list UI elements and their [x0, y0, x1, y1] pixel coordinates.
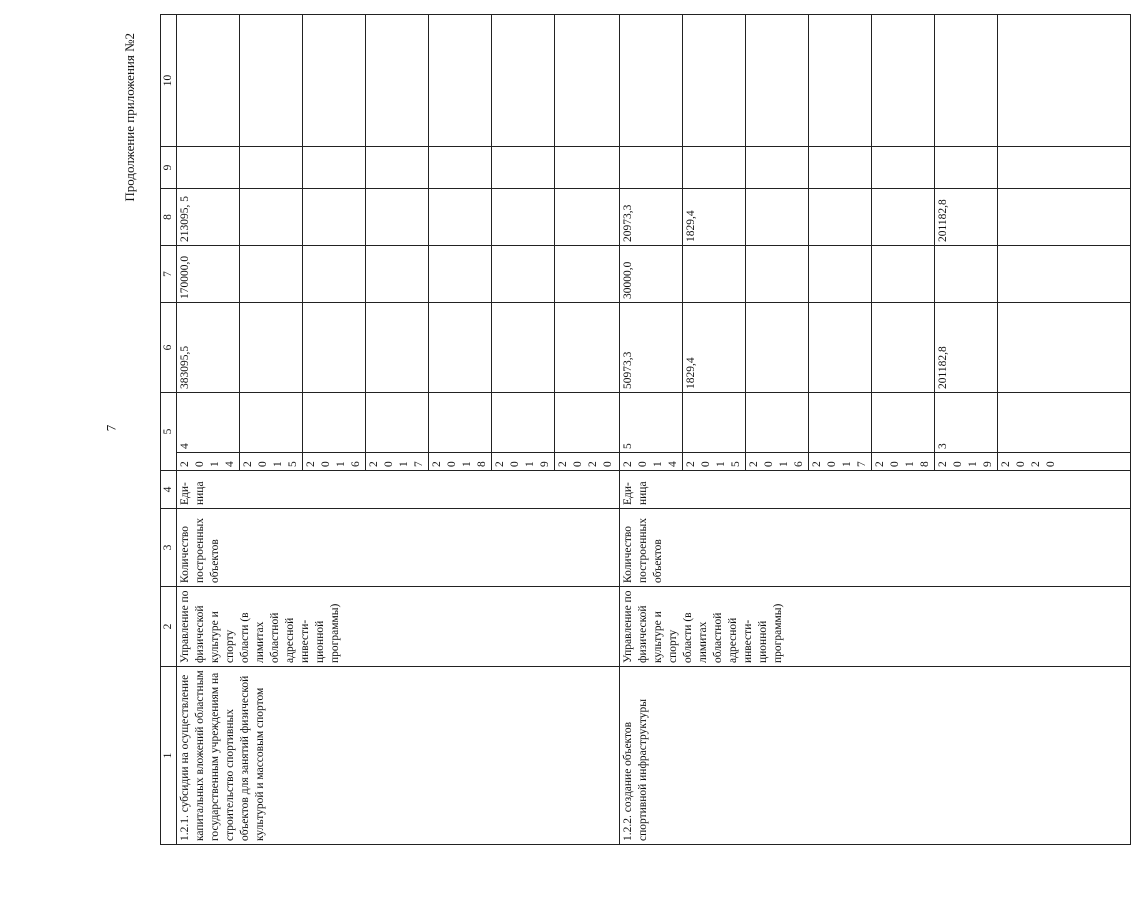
- value-cell-5: [746, 393, 809, 453]
- year-cell: 2015: [240, 453, 303, 471]
- value-cell-6: [809, 303, 872, 393]
- value-cell-7: [809, 246, 872, 303]
- value-cell-6: 50973,3: [620, 303, 683, 393]
- value-cell-9: [492, 147, 555, 189]
- value-cell-5: [998, 393, 1131, 453]
- value-cell-10: [872, 15, 935, 147]
- column-number: 3: [161, 509, 177, 587]
- value-cell-5: 5: [620, 393, 683, 453]
- value-cell-10: [429, 15, 492, 147]
- value-cell-7: [492, 246, 555, 303]
- value-cell-10: [303, 15, 366, 147]
- column-number-row: [161, 15, 177, 845]
- value-cell-8: [492, 189, 555, 246]
- year-cell: 2018: [429, 453, 492, 471]
- value-cell-7: [683, 246, 746, 303]
- value-cell-8: [303, 189, 366, 246]
- activity-name: 1.2.1. субсидии на осуществление капитальных вложений областным государственным учреждениям на строительство спортивных объектов для занятий физической культурой и массовым спортом: [177, 667, 620, 845]
- value-cell-10: [240, 15, 303, 147]
- year-cell: 2016: [746, 453, 809, 471]
- value-cell-6: [303, 303, 366, 393]
- value-cell-9: [746, 147, 809, 189]
- value-cell-10: [620, 15, 683, 147]
- value-cell-10: [998, 15, 1131, 147]
- value-cell-6: [429, 303, 492, 393]
- indicator-cell: Количество построенных объектов: [620, 509, 1131, 587]
- value-cell-10: [555, 15, 620, 147]
- activity-name: 1.2.2. создание объектов спортивной инфраструктуры: [620, 667, 1131, 845]
- year-cell: 2018: [872, 453, 935, 471]
- value-cell-6: [555, 303, 620, 393]
- page-number: 7: [103, 424, 118, 432]
- value-cell-10: [492, 15, 555, 147]
- value-cell-7: [303, 246, 366, 303]
- rotated-sheet: [122, 15, 1057, 845]
- value-cell-9: [555, 147, 620, 189]
- executor-cell: Управление по физической культуре и спорту области (в лимитах областной адресной инвести- ционной программы): [620, 587, 1131, 667]
- value-cell-10: [746, 15, 809, 147]
- indicator-cell: Количество построенных объектов: [177, 509, 620, 587]
- value-cell-10: [366, 15, 429, 147]
- value-cell-8: [240, 189, 303, 246]
- value-cell-8: [872, 189, 935, 246]
- value-cell-8: [366, 189, 429, 246]
- value-cell-9: [366, 147, 429, 189]
- column-number: 9: [161, 147, 177, 189]
- value-cell-6: [492, 303, 555, 393]
- value-cell-6: [872, 303, 935, 393]
- year-cell: 2019: [492, 453, 555, 471]
- value-cell-5: [429, 393, 492, 453]
- value-cell-5: [240, 393, 303, 453]
- value-cell-5: [366, 393, 429, 453]
- column-number: 5: [161, 393, 177, 471]
- value-cell-8: 1829,4: [683, 189, 746, 246]
- value-cell-7: [998, 246, 1131, 303]
- value-cell-8: [429, 189, 492, 246]
- value-cell-7: [429, 246, 492, 303]
- value-cell-6: [366, 303, 429, 393]
- year-cell: 2020: [555, 453, 620, 471]
- value-cell-9: [683, 147, 746, 189]
- value-cell-9: [935, 147, 998, 189]
- year-cell: 2019: [935, 453, 998, 471]
- value-cell-5: [303, 393, 366, 453]
- year-cell: 2017: [809, 453, 872, 471]
- year-cell: 2016: [303, 453, 366, 471]
- value-cell-5: [492, 393, 555, 453]
- value-cell-5: 4: [177, 393, 240, 453]
- value-cell-5: [683, 393, 746, 453]
- value-cell-9: [998, 147, 1131, 189]
- value-cell-7: [935, 246, 998, 303]
- value-cell-5: [872, 393, 935, 453]
- value-cell-10: [935, 15, 998, 147]
- value-cell-9: [177, 147, 240, 189]
- year-cell: 2015: [683, 453, 746, 471]
- value-cell-6: 1829,4: [683, 303, 746, 393]
- value-cell-9: [872, 147, 935, 189]
- column-number: 4: [161, 471, 177, 509]
- value-cell-8: 20973,3: [620, 189, 683, 246]
- value-cell-5: 3: [935, 393, 998, 453]
- column-number: 1: [161, 667, 177, 845]
- value-cell-8: [998, 189, 1131, 246]
- column-number: 7: [161, 246, 177, 303]
- column-number: 2: [161, 587, 177, 667]
- column-number: 8: [161, 189, 177, 246]
- value-cell-8: [746, 189, 809, 246]
- unit-cell: Еди- ница: [620, 471, 1131, 509]
- value-cell-7: 30000,0: [620, 246, 683, 303]
- value-cell-10: [683, 15, 746, 147]
- value-cell-9: [809, 147, 872, 189]
- column-number: 6: [161, 303, 177, 393]
- year-cell: 2017: [366, 453, 429, 471]
- value-cell-7: [746, 246, 809, 303]
- value-cell-6: 383095,5: [177, 303, 240, 393]
- table-row: [177, 15, 240, 845]
- value-cell-9: [240, 147, 303, 189]
- year-cell: 2014: [620, 453, 683, 471]
- value-cell-10: [177, 15, 240, 147]
- year-cell: 2014: [177, 453, 240, 471]
- value-cell-8: [809, 189, 872, 246]
- value-cell-6: [746, 303, 809, 393]
- value-cell-7: [872, 246, 935, 303]
- value-cell-5: [809, 393, 872, 453]
- value-cell-10: [809, 15, 872, 147]
- year-cell: 2020: [998, 453, 1131, 471]
- value-cell-6: [240, 303, 303, 393]
- column-number: 10: [161, 15, 177, 147]
- data-table: [160, 14, 1131, 845]
- table-row: [620, 15, 683, 845]
- appendix-caption: Продолжение приложения №2: [122, 33, 137, 202]
- value-cell-8: [555, 189, 620, 246]
- unit-cell: Еди- ница: [177, 471, 620, 509]
- value-cell-8: 201182,8: [935, 189, 998, 246]
- value-cell-6: [998, 303, 1131, 393]
- value-cell-6: 201182,8: [935, 303, 998, 393]
- executor-cell: Управление по физической культуре и спорту области (в лимитах областной адресной инвести- ционной программы): [177, 587, 620, 667]
- value-cell-7: [240, 246, 303, 303]
- value-cell-5: [555, 393, 620, 453]
- value-cell-9: [429, 147, 492, 189]
- value-cell-7: 170000,0: [177, 246, 240, 303]
- value-cell-7: [366, 246, 429, 303]
- value-cell-9: [620, 147, 683, 189]
- value-cell-8: 213095, 5: [177, 189, 240, 246]
- value-cell-9: [303, 147, 366, 189]
- value-cell-7: [555, 246, 620, 303]
